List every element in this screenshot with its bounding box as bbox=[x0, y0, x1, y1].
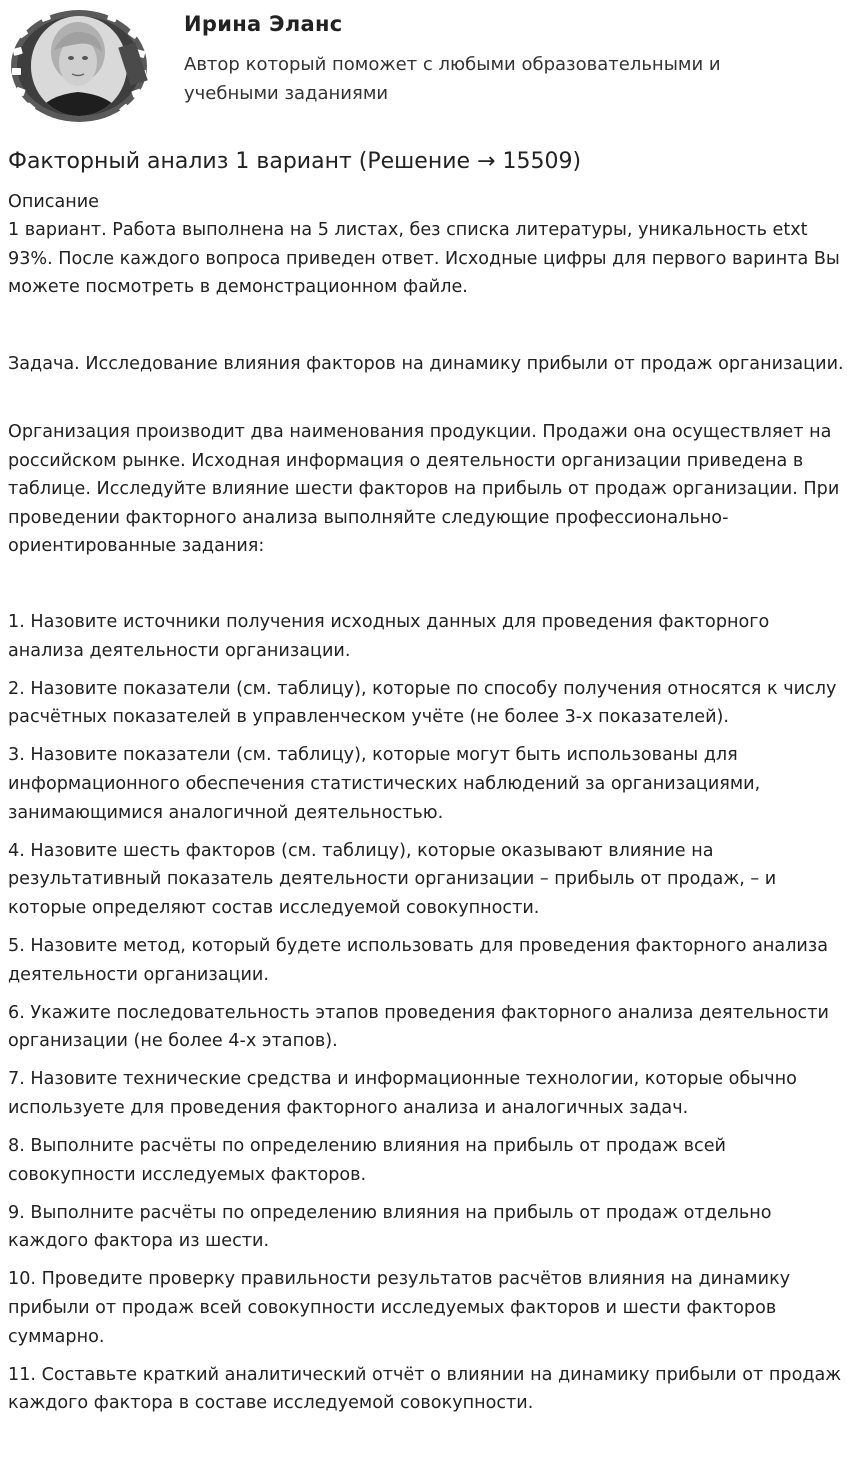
list-item: 9. Выполните расчёты по определению влияния на прибыль от продаж отдельно каждого фактора из шести. bbox=[8, 1202, 772, 1252]
author-block bbox=[0, 0, 847, 135]
list-item: 2. Назовите показатели (см. таблицу), которые по способу получения относятся к числу расчётных показателей в управленческом учёте (не более 3-х показателей). bbox=[8, 678, 837, 728]
list-item: 11. Составьте краткий аналитический отчёт о влиянии на динамику прибыли от продаж каждого фактора в составе исследуемой совокупности. bbox=[8, 1364, 842, 1414]
author-photo-filmstrip-icon bbox=[8, 8, 150, 126]
task-intro: Организация производит два наименования продукции. Продажи она осуществляет на российском рынке. Исходная информация о деятельности организации приведена в таблице. Исследуйте влияние шести факторов на прибыль от продаж организации. При проведении факторного анализа выполняйте следующие профессионально-ориентированные задания: bbox=[8, 422, 840, 557]
author-name[interactable]: Ирина Эланс bbox=[184, 12, 343, 36]
page-title: Факторный анализ 1 вариант (Решение → 15509) bbox=[8, 149, 582, 174]
list-item: 1. Назовите источники получения исходных данных для проведения факторного анализа деятельности организации. bbox=[8, 612, 770, 661]
questions-list bbox=[8, 608, 844, 1427]
list-item: 4. Назовите шесть факторов (см. таблицу), которые оказывают влияние на результативный показатель деятельности организации – прибыль от продаж, – и которые определяют состав исследуемой совокупности. bbox=[8, 840, 777, 918]
author-description: Автор который поможет с любыми образовательными и учебными заданиями bbox=[184, 54, 721, 104]
list-item: 5. Назовите метод, который будете использовать для проведения факторного анализа деятельности организации. bbox=[8, 935, 829, 985]
list-item: 6. Укажите последовательность этапов проведения факторного анализа деятельности организации (не более 4-х этапов). bbox=[8, 1002, 829, 1052]
description-label: Описание bbox=[8, 192, 100, 212]
list-item: 3. Назовите показатели (см. таблицу), которые могут быть использованы для информационного обеспечения статистических наблюдений за организациями, занимающимися аналогичной деятельностью. bbox=[8, 745, 761, 823]
list-item: 8. Выполните расчёты по определению влияния на прибыль от продаж всей совокупности исследуемых факторов. bbox=[8, 1136, 726, 1185]
task-title: Задача. Исследование влияния факторов на динамику прибыли от продаж организации. bbox=[8, 354, 844, 374]
author-avatar[interactable] bbox=[8, 8, 150, 126]
list-item: 7. Назовите технические средства и информационные технологии, которые обычно используете для проведения факторного анализа и аналогичных задач. bbox=[8, 1069, 797, 1118]
description-text: 1 вариант. Работа выполнена на 5 листах, без списка литературы, уникальность etxt 93%. После каждого вопроса приведен ответ. Исходные цифры для первого варинта Вы можете посмотреть в демонстрационном файле. bbox=[8, 220, 840, 298]
list-item: 10. Проведите проверку правильности результатов расчётов влияния на динамику прибыли от продаж всей совокупности исследуемых факторов и шести факторов суммарно. bbox=[8, 1269, 791, 1347]
